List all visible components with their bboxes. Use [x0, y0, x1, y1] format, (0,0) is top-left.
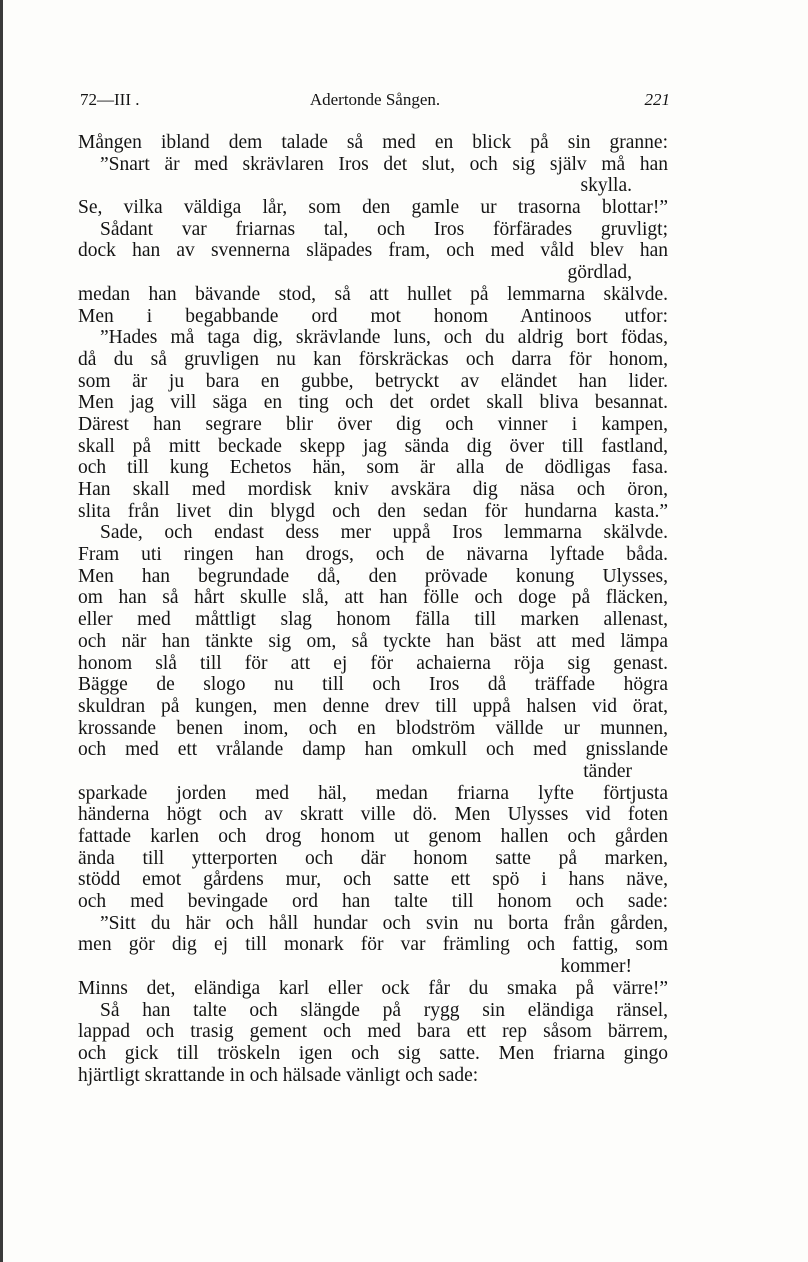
- text-line: Sådant var friarnas tal, och Iros förfärades gruvligt;: [100, 218, 668, 240]
- text-line-turnover: tänder: [583, 760, 632, 782]
- text-line: Men han begrundade då, den prövade konung Ulysses,: [78, 565, 668, 587]
- text-line: Men jag vill säga en ting och det ordet skall bliva besannat.: [78, 392, 668, 414]
- text-line: hjärtligt skrattande in och hälsade vänligt och sade:: [78, 1064, 479, 1086]
- text-line: ”Hades må taga dig, skrävlande luns, och du aldrig bort födas,: [100, 327, 668, 349]
- text-line: Men i begabbande ord mot honom Antinoos utfor:: [78, 305, 668, 327]
- text-line: Så han talte och slängde på rygg sin eländiga ränsel,: [100, 999, 668, 1021]
- text-line: skuldran på kungen, men denne drev till uppå halsen vid örat,: [78, 695, 668, 717]
- text-line-turnover: skylla.: [580, 175, 632, 197]
- text-line: Minns det, eländiga karl eller ock får du smaka på värre!”: [78, 977, 668, 999]
- text-line: dock han av svennerna släpades fram, och med våld blev han: [78, 240, 668, 262]
- text-line: slita från livet din blygd och den sedan för hundarna kasta.”: [78, 500, 668, 522]
- text-line: och med bevingade ord han talte till honom och sade:: [78, 891, 668, 913]
- text-line: ”Snart är med skrävlaren Iros det slut, och sig själv må han: [100, 153, 668, 175]
- text-line: och gick till tröskeln igen och sig satte. Men friarna gingo: [78, 1042, 668, 1064]
- text-line: medan han bävande stod, så att hullet på lemmarna skälvde.: [78, 283, 668, 305]
- text-line: Bägge de slogo nu till och Iros då träffade högra: [78, 674, 668, 696]
- running-header: [80, 90, 670, 114]
- text-line: men gör dig ej till monark för var främling och fattig, som: [78, 934, 668, 956]
- text-line-turnover: gördlad,: [567, 262, 632, 284]
- text-line: händerna högt och av skratt ville dö. Men Ulysses vid foten: [78, 804, 668, 826]
- printer-signature: 72—III .: [80, 90, 140, 109]
- text-line: Sade, och endast dess mer uppå Iros lemmarna skälvde.: [100, 522, 668, 544]
- text-line: lappad och trasig gement och med bara ett rep såsom bärrem,: [78, 1021, 668, 1043]
- page-edge-shadow: [0, 0, 3, 1262]
- text-line: Därest han segrare blir över dig och vinner i kampen,: [78, 413, 668, 435]
- text-line: Fram uti ringen han drogs, och de nävarna lyftade båda.: [78, 544, 668, 566]
- poem-text: [78, 132, 668, 1086]
- text-line: sparkade jorden med häl, medan friarna lyfte förtjusta: [78, 782, 668, 804]
- text-line: som är ju bara en gubbe, betryckt av eländet han lider.: [78, 370, 668, 392]
- text-line: då du så gruvligen nu kan förskräckas och darra för honom,: [78, 348, 668, 370]
- text-line: Mången ibland dem talade så med en blick på sin granne:: [78, 132, 668, 153]
- text-line: Se, vilka väldiga lår, som den gamle ur trasorna blottar!”: [78, 197, 668, 219]
- text-line: och när han tänkte sig om, så tyckte han bäst att med lämpa: [78, 630, 668, 652]
- text-line: krossande benen inom, och en blodström vällde ur munnen,: [78, 717, 668, 739]
- text-line: stödd emot gårdens mur, och satte ett spö i hans näve,: [78, 869, 668, 891]
- text-line: och med ett vrålande damp han omkull och med gnisslande: [78, 739, 668, 761]
- text-line: ”Sitt du här och håll hundar och svin nu borta från gården,: [100, 912, 668, 934]
- chapter-title: Adertonde Sången.: [309, 90, 441, 109]
- text-line: och till kung Echetos hän, som är alla de dödligas fasa.: [78, 457, 668, 479]
- text-line: ända till ytterporten och där honom satte på marken,: [78, 847, 668, 869]
- text-line: om han så hårt skulle slå, att han fölle och doge på fläcken,: [78, 587, 668, 609]
- text-line: honom slå till för att ej för achaierna röja sig genast.: [78, 652, 668, 674]
- text-line: skall på mitt beckade skepp jag sända dig över till fastland,: [78, 435, 668, 457]
- text-line: fattade karlen och drog honom ut genom hallen och gården: [78, 826, 668, 847]
- text-line: eller med måttligt slag honom fälla till marken allenast,: [78, 609, 668, 631]
- text-line: Han skall med mordisk kniv avskära dig näsa och öron,: [78, 479, 668, 500]
- text-line-turnover: kommer!: [560, 956, 632, 978]
- page-number: 221: [644, 90, 670, 109]
